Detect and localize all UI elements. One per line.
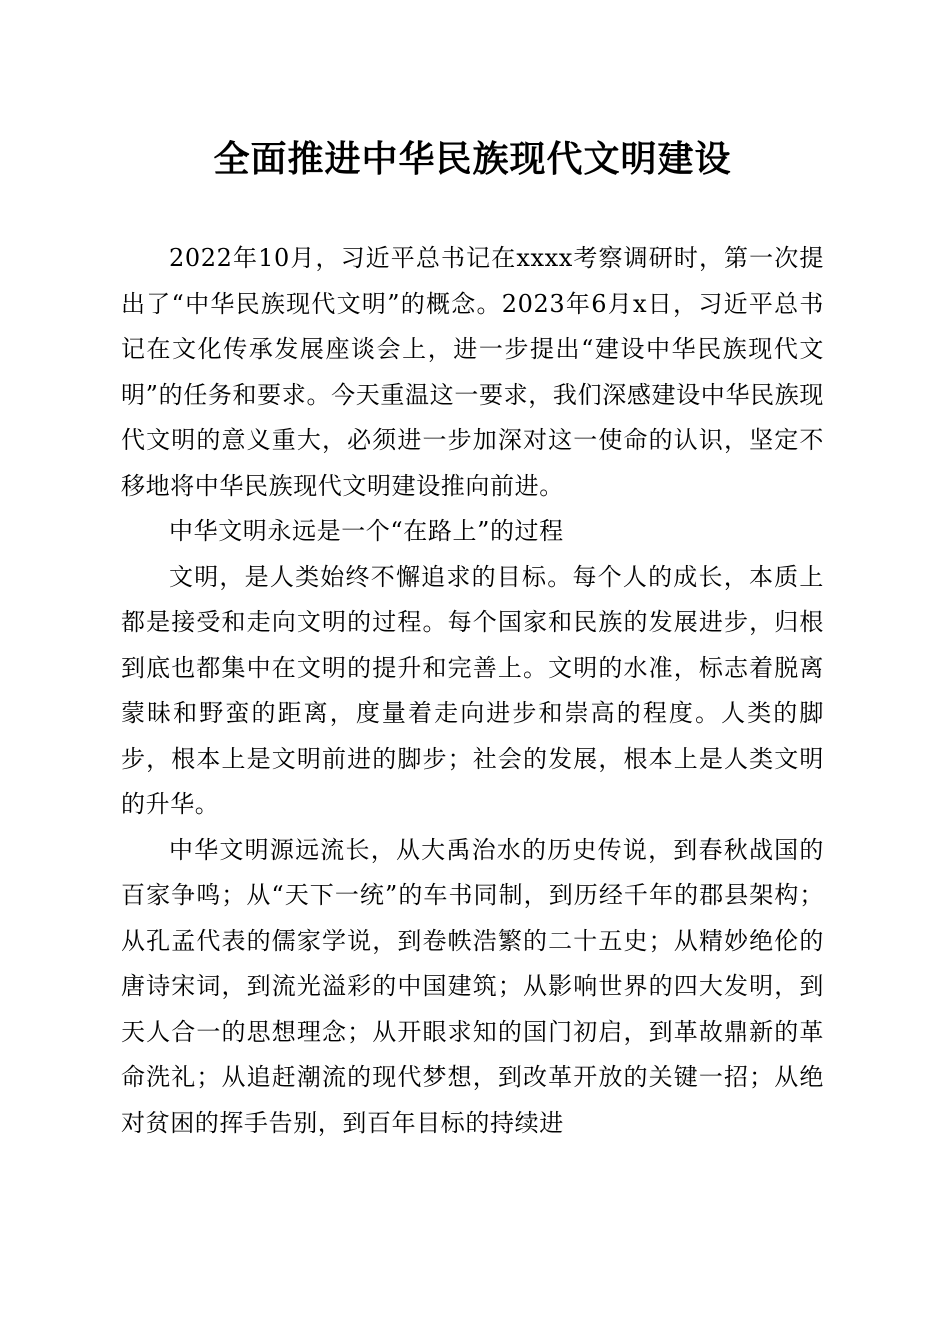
paragraph-history: 中华文明源远流长，从大禹治水的历史传说，到春秋战国的百家争鸣；从“天下一统”的车书同制，到历经千年的郡县架构；从孔孟代表的儒家学说，到卷帙浩繁的二十五史；从精妙绝伦的唐诗宋词，到流光溢彩的中国建筑；从影响世界的四大发明，到天人合一的思想理念；从开眼求知的国门初启，到革故鼎新的革命洗礼；从追赶潮流的现代梦想，到改革开放的关键一招；从绝对贫困的挥手告别，到百年目标的持续进 bbox=[121, 835, 824, 1137]
section-heading: 中华文明永远是一个“在路上”的过程 bbox=[169, 517, 564, 545]
paragraph-intro: 2022年10月，习近平总书记在xxxx考察调研时，第一次提出了“中华民族现代文明”的概念。2023年6月x日，习近平总书记在文化传承发展座谈会上，进一步提出“建设中华民族现代文明”的任务和要求。今天重温这一要求，我们深感建设中华民族现代文明的意义重大，必须进一步加深对这一使命的认识，坚定不移地将中华民族现代文明建设推向前进。 bbox=[121, 244, 824, 500]
document-title: 全面推进中华民族现代文明建设 bbox=[213, 139, 732, 180]
document-body bbox=[121, 236, 824, 1146]
paragraph-civilization: 文明，是人类始终不懈追求的目标。每个人的成长，本质上都是接受和走向文明的过程。每个国家和民族的发展进步，归根到底也都集中在文明的提升和完善上。文明的水准，标志着脱离蒙昧和野蛮的距离，度量着走向进步和崇高的程度。人类的脚步，根本上是文明前进的脚步；社会的发展，根本上是人类文明的升华。 bbox=[121, 562, 824, 818]
